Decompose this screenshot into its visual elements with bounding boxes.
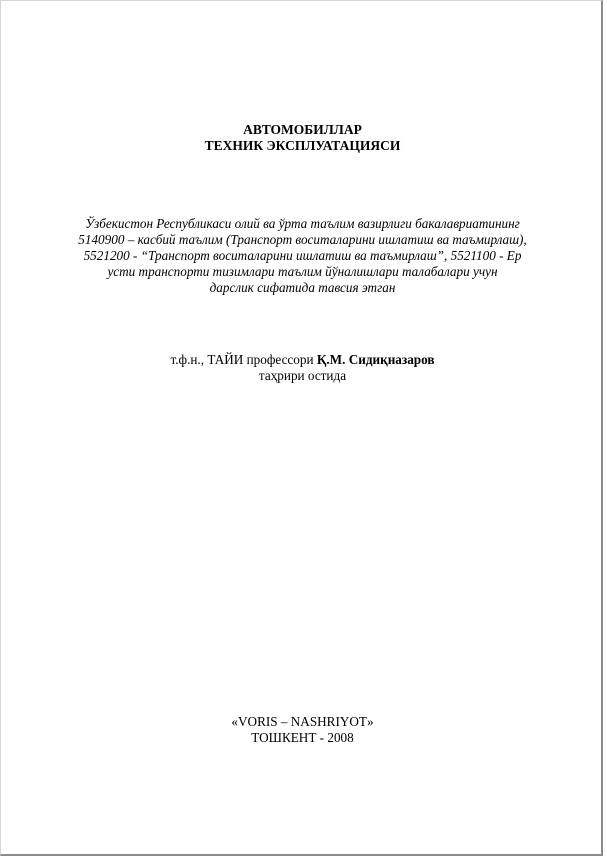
approval-line-4: усти транспорти тизимлари таълим йўналишлари талабалари учун [107, 264, 498, 279]
book-title-line-2: ТЕХНИК ЭКСПЛУАТАЦИЯСИ [204, 138, 401, 153]
editor-prefix: т.ф.н., ТАЙИ профессори [170, 352, 317, 367]
approval-line-5: дарслик сифатида тавсия этган [209, 280, 396, 295]
editor-line-2: таҳрири остида [258, 368, 347, 383]
book-title [1, 122, 604, 154]
approval-line-1: Ўзбекистон Республикаси олий ва ўрта таълим вазирлиги бакалавриатининг [85, 216, 520, 231]
book-title-line-1: АВТОМОБИЛЛАР [243, 122, 362, 137]
approval-statement [41, 216, 564, 296]
publisher-name: «VORIS – NASHRIYOT» [231, 714, 374, 729]
editor-credit [1, 352, 604, 384]
editor-name: Қ.М. Сидиқназаров [316, 352, 435, 367]
approval-line-2: 5140900 – касбий таълим (Транспорт воситаларини ишлатиш ва таъмирлаш), [78, 232, 527, 247]
approval-line-3: 5521200 - “Транспорт воситаларини ишлатиш ва таъмирлаш”, 5521100 - Ер [83, 248, 522, 263]
publisher-city-year: ТОШКЕНТ - 2008 [251, 730, 354, 745]
editor-line-1 [1, 352, 604, 368]
publisher-block [1, 714, 604, 746]
